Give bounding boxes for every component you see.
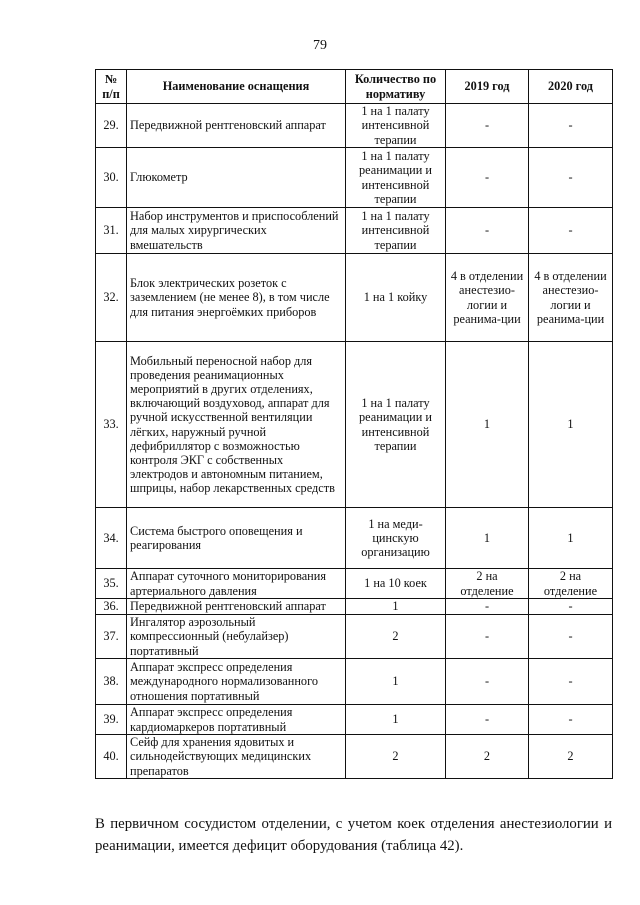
deficit-paragraph: В первичном сосудистом отделении, с учетом коек отделения анестезиологии и реанимации, имеется дефицит оборудования (таблица 42). [95, 815, 612, 854]
row-2019: 4 в отделении анестезио-логии и реанима-ции [446, 254, 529, 342]
row-num: 34. [96, 508, 127, 569]
row-name: Мобильный переносной набор для проведения реанимационных мероприятий в других отделениях, включающий воздуховод, аппарат для ручной искусственной вентиляции лёгких, наружный ручной дефибриллятор с возможностью контроля ЭКГ с собственных электродов и автономным питанием, шприцы, набор лекарственных средств [127, 342, 346, 508]
row-name: Система быстрого оповещения и реагирования [127, 508, 346, 569]
row-qty: 1 [346, 599, 446, 615]
row-name: Блок электрических розеток с заземлением (не менее 8), в том числе для питания энергоёмких приборов [127, 254, 346, 342]
row-num: 32. [96, 254, 127, 342]
row-name: Ингалятор аэрозольный компрессионный (небулайзер) портативный [127, 615, 346, 659]
table-row [96, 599, 613, 615]
row-qty: 1 на 1 койку [346, 254, 446, 342]
table-row [96, 659, 613, 705]
row-num: 39. [96, 705, 127, 735]
row-qty: 1 на 1 палату интенсивной терапии [346, 208, 446, 254]
row-num: 38. [96, 659, 127, 705]
row-name: Аппарат экспресс определения кардиомаркеров портативный [127, 705, 346, 735]
table-row [96, 569, 613, 599]
row-2019: 2 [446, 735, 529, 779]
row-name: Аппарат суточного мониторирования артериального давления [127, 569, 346, 599]
row-name: Сейф для хранения ядовитых и сильнодействующих медицинских препаратов [127, 735, 346, 779]
table-row [96, 208, 613, 254]
row-2019: - [446, 705, 529, 735]
row-2019: - [446, 148, 529, 208]
header-num: № п/п [96, 70, 127, 104]
row-num: 37. [96, 615, 127, 659]
row-num: 31. [96, 208, 127, 254]
row-2019: - [446, 599, 529, 615]
row-qty: 1 [346, 659, 446, 705]
equipment-table [95, 69, 613, 779]
table-row [96, 254, 613, 342]
row-2020: - [529, 705, 613, 735]
row-2019: 1 [446, 508, 529, 569]
row-2020: 1 [529, 342, 613, 508]
row-2020: - [529, 659, 613, 705]
row-2019: - [446, 104, 529, 148]
row-2019: - [446, 208, 529, 254]
row-qty: 1 на 1 палату интенсивной терапии [346, 104, 446, 148]
table-row [96, 615, 613, 659]
row-name: Глюкометр [127, 148, 346, 208]
table-row [96, 104, 613, 148]
row-2020: 2 [529, 735, 613, 779]
header-2020: 2020 год [529, 70, 613, 104]
row-name: Набор инструментов и приспособлений для малых хирургических вмешательств [127, 208, 346, 254]
row-2020: - [529, 104, 613, 148]
row-2020: - [529, 599, 613, 615]
page-number: 79 [313, 38, 327, 53]
row-2019: - [446, 659, 529, 705]
row-2020: - [529, 208, 613, 254]
row-name: Аппарат экспресс определения международного нормализованного отношения портативный [127, 659, 346, 705]
row-name: Передвижной рентгеновский аппарат [127, 104, 346, 148]
row-2020: 2 на отделение [529, 569, 613, 599]
table-row [96, 508, 613, 569]
table-row [96, 342, 613, 508]
row-name: Передвижной рентгеновский аппарат [127, 599, 346, 615]
header-name: Наименование оснащения [127, 70, 346, 104]
row-2019: 1 [446, 342, 529, 508]
row-qty: 1 на 1 палату реанимации и интенсивной терапии [346, 148, 446, 208]
row-num: 29. [96, 104, 127, 148]
row-num: 30. [96, 148, 127, 208]
row-2020: 1 [529, 508, 613, 569]
row-2020: - [529, 615, 613, 659]
header-qty: Количество по нормативу [346, 70, 446, 104]
table-row [96, 705, 613, 735]
row-num: 35. [96, 569, 127, 599]
table-row [96, 148, 613, 208]
row-qty: 1 на 1 палату реанимации и интенсивной терапии [346, 342, 446, 508]
row-2019: 2 на отделение [446, 569, 529, 599]
row-qty: 1 на 10 коек [346, 569, 446, 599]
row-qty: 1 [346, 705, 446, 735]
row-qty: 2 [346, 735, 446, 779]
row-num: 36. [96, 599, 127, 615]
header-2019: 2019 год [446, 70, 529, 104]
row-2020: - [529, 148, 613, 208]
row-2019: - [446, 615, 529, 659]
row-2020: 4 в отделении анестезио-логии и реанима-ции [529, 254, 613, 342]
row-qty: 2 [346, 615, 446, 659]
table-row [96, 735, 613, 779]
row-num: 33. [96, 342, 127, 508]
row-num: 40. [96, 735, 127, 779]
row-qty: 1 на меди-цинскую организацию [346, 508, 446, 569]
table-header-row [96, 70, 613, 104]
